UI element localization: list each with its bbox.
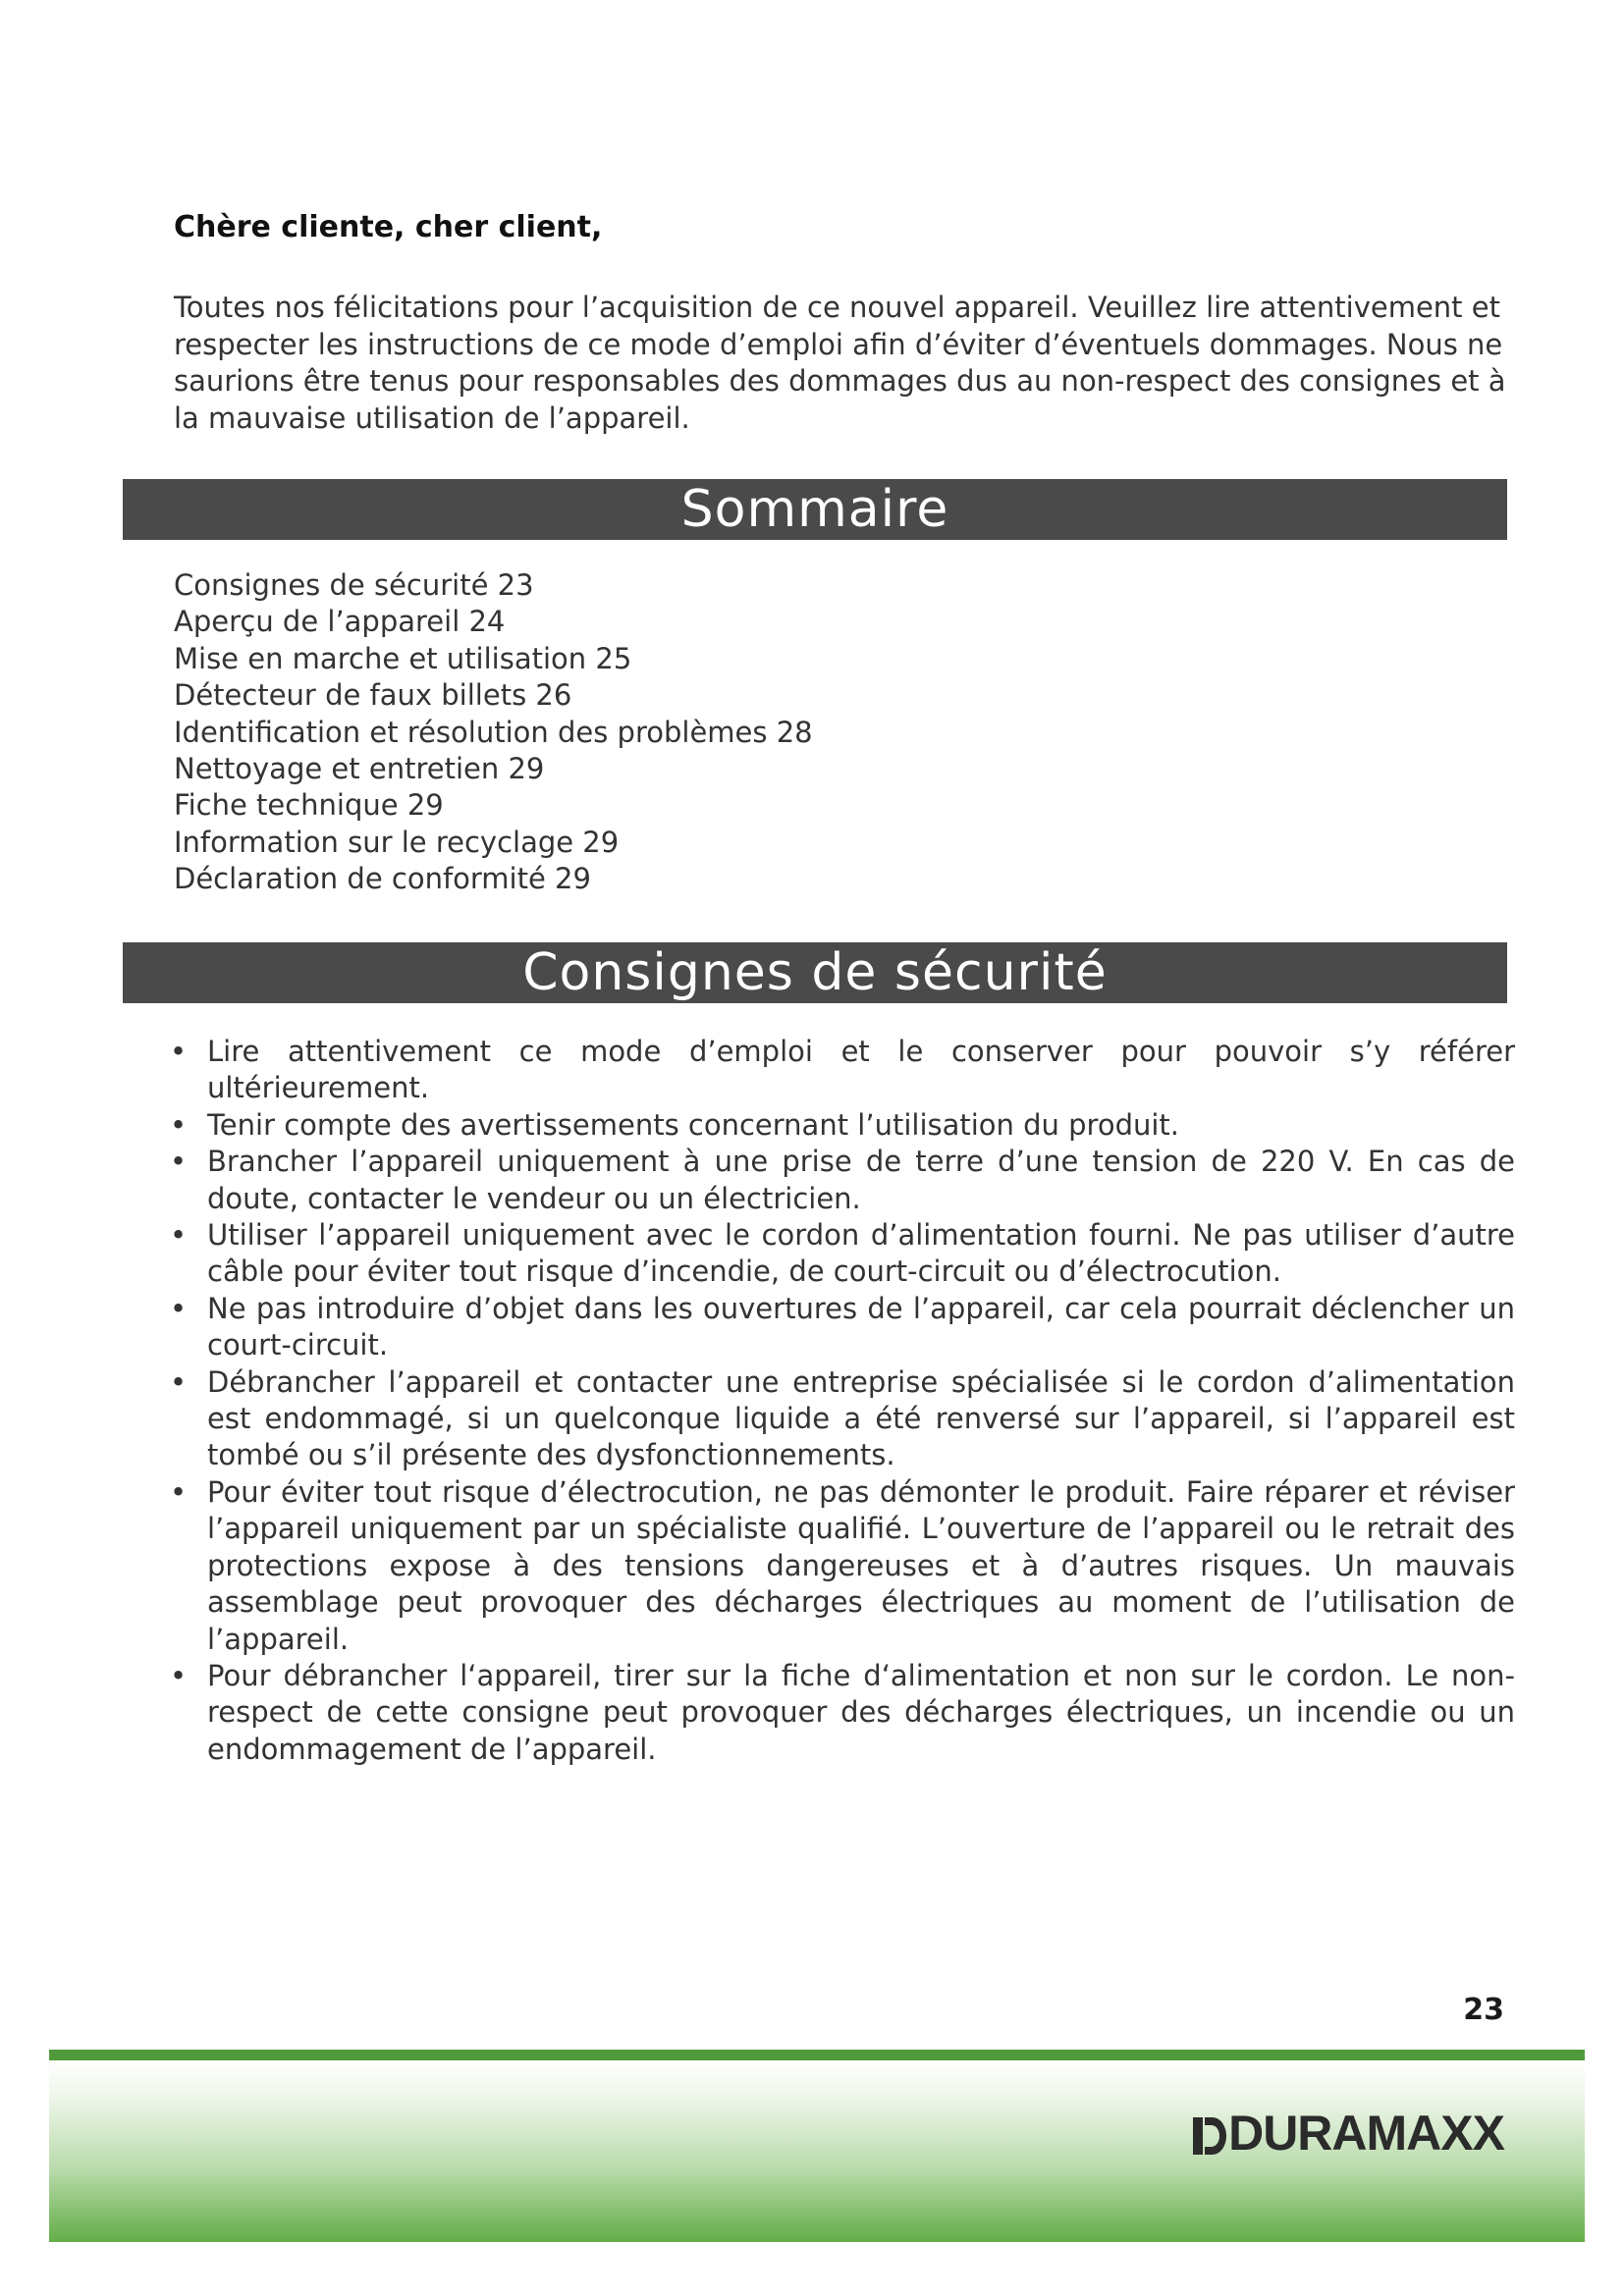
safety-item <box>170 1217 1515 1291</box>
toc-item: Détecteur de faux billets 26 <box>174 678 572 713</box>
section-heading-securite: Consignes de sécurité <box>123 942 1507 1003</box>
safety-instructions-list <box>170 1034 1515 1768</box>
safety-item <box>170 1034 1515 1107</box>
footer-divider <box>49 2050 1585 2060</box>
toc-item: Fiche technique 29 <box>174 788 444 823</box>
safety-item-text: Débrancher l’appareil et contacter une entreprise spécialisée si le cordon d’alimentation est endommagé, si un quelconque liquide a été renversé sur l’appareil, si l’appareil est tombé ou s’il présente des dysfonctionnements. <box>207 1364 1515 1472</box>
bullet-icon: • <box>170 1218 188 1253</box>
safety-item <box>170 1144 1515 1217</box>
table-of-contents <box>174 567 813 898</box>
duramaxx-logo-icon <box>1193 2111 1226 2155</box>
safety-item <box>170 1291 1515 1364</box>
safety-item <box>170 1364 1515 1474</box>
brand-logo <box>1193 2106 1504 2161</box>
bullet-icon: • <box>170 1364 188 1399</box>
toc-item: Aperçu de l’appareil 24 <box>174 605 506 639</box>
safety-item-text: Pour éviter tout risque d’électrocution, ne pas démonter le produit. Faire réparer et réviser l’appareil uniquement par un spécialiste qualifié. L’ouverture de l’appareil ou le retrait des protections expose à des tensions dangereuses et à d’autres risques. Un mauvais assemblage peut provoquer des décharges électriques au moment de l’utilisation de l’appareil. <box>207 1474 1515 1656</box>
toc-item: Consignes de sécurité 23 <box>174 568 534 602</box>
toc-item: Nettoyage et entretien 29 <box>174 752 545 786</box>
safety-item-text: Tenir compte des avertissements concernant l’utilisation du produit. <box>207 1107 1180 1142</box>
bullet-icon: • <box>170 1035 188 1068</box>
safety-item-text: Utiliser l’appareil uniquement avec le cordon d’alimentation fourni. Ne pas utiliser d’autre câble pour éviter tout risque d’incendie, de court-circuit ou d’électrocution. <box>207 1218 1515 1289</box>
bullet-icon: • <box>170 1474 188 1509</box>
safety-item <box>170 1474 1515 1658</box>
toc-item: Mise en marche et utilisation 25 <box>174 641 632 675</box>
toc-item: Identification et résolution des problèmes 28 <box>174 715 813 749</box>
page-number: 23 <box>1463 1993 1504 2027</box>
safety-item-text: Lire attentivement ce mode d’emploi et le conserver pour pouvoir s’y référer ultérieurement. <box>207 1035 1515 1105</box>
safety-item-text: Ne pas introduire d’objet dans les ouvertures de l’appareil, car cela pourrait déclencher un court-circuit. <box>207 1291 1515 1362</box>
bullet-icon: • <box>170 1291 188 1325</box>
bullet-icon: • <box>170 1658 188 1692</box>
safety-item-text: Pour débrancher l‘appareil, tirer sur la fiche d‘alimentation et non sur le cordon. Le non-respect de cette consigne peut provoquer des décharges électriques, un incendie ou un endommagement de l’appareil. <box>207 1658 1515 1766</box>
brand-name: DURAMAXX <box>1228 2106 1504 2161</box>
toc-item: Information sur le recyclage 29 <box>174 825 620 859</box>
intro-paragraph: Toutes nos félicitations pour l’acquisition de ce nouvel appareil. Veuillez lire attentivement et respecter les instructions de ce mode d’emploi afin d’éviter d’éventuels dommages. Nous ne saurions être tenus pour responsables des dommages dus au non-respect des consignes et à la mauvaise utilisation de l’appareil. <box>174 291 1506 435</box>
section-heading-sommaire: Sommaire <box>123 479 1507 540</box>
greeting: Chère cliente, cher client, <box>174 210 603 244</box>
safety-item-text: Brancher l’appareil uniquement à une prise de terre d’une tension de 220 V. En cas de doute, contacter le vendeur ou un électricien. <box>207 1145 1515 1215</box>
safety-item <box>170 1658 1515 1768</box>
toc-item: Déclaration de conformité 29 <box>174 862 591 896</box>
bullet-icon: • <box>170 1145 188 1179</box>
bullet-icon: • <box>170 1107 188 1142</box>
safety-item <box>170 1107 1515 1144</box>
